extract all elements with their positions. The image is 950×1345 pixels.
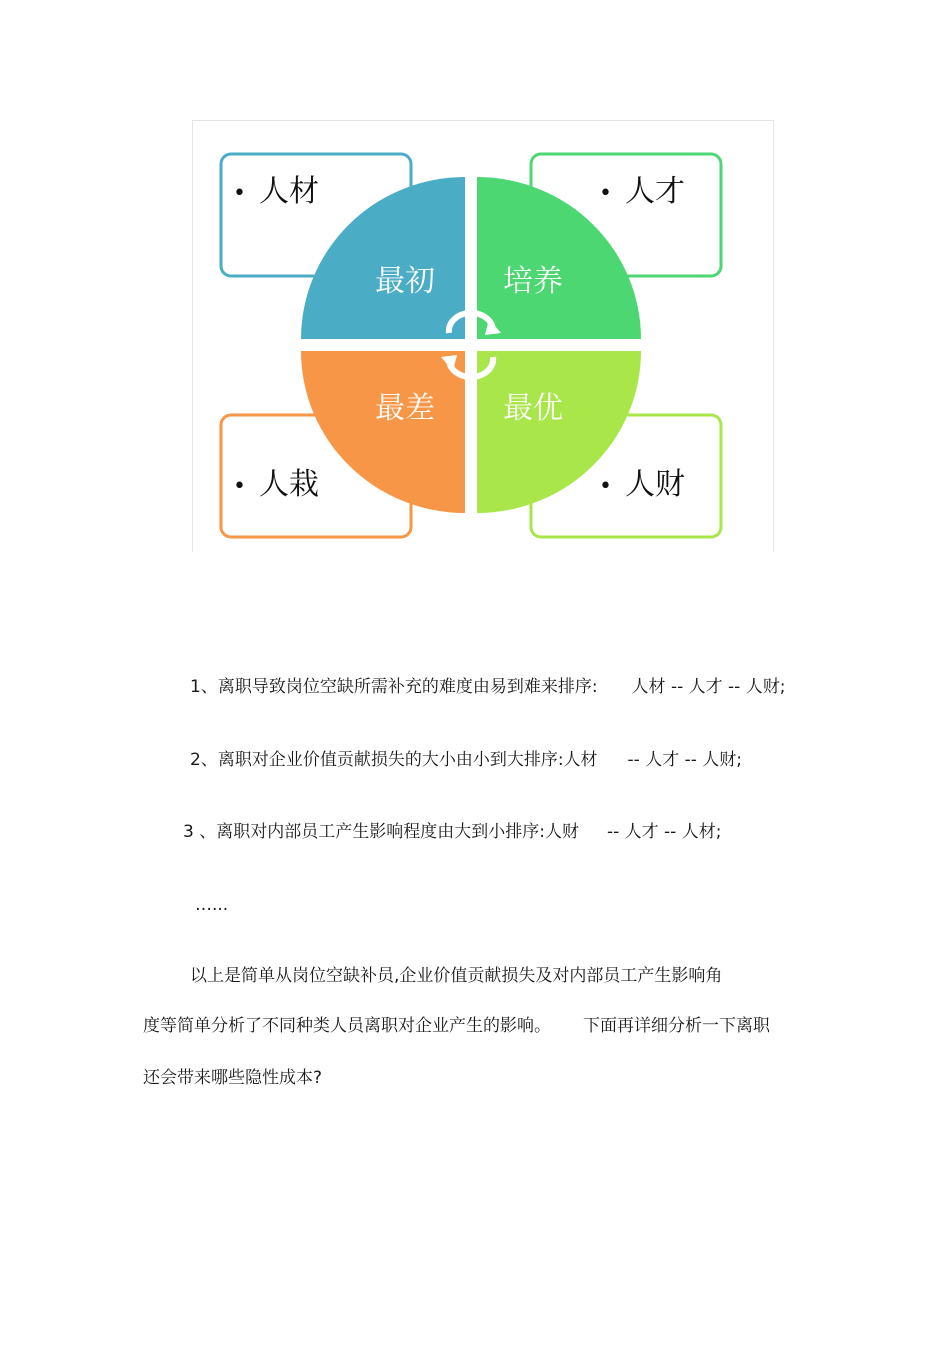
bullet-top-right: • [599, 181, 612, 206]
paragraph-line-2a: 度等简单分析了不同种类人员离职对企业产生的影响。 [143, 1016, 551, 1036]
list-item-3 [183, 821, 721, 843]
paragraph-line-1: 以上是简单从岗位空缺补员,企业价值贡献损失及对内部员工产生影响角 [190, 966, 723, 986]
talent-quadrant-diagram [192, 120, 774, 552]
list-item-3-prefix: 3 、离职对内部员工产生影响程度由大到小排序:人财 [183, 822, 579, 842]
bullet-bottom-right: • [599, 474, 612, 499]
paragraph-line-2b: 下面再详细分析一下离职 [583, 1016, 770, 1036]
bullet-bottom-left: • [233, 474, 246, 499]
box-label-bottom-right: 人财 [625, 467, 685, 502]
quadrant-label-top-right: 培养 [503, 264, 563, 299]
list-item-1-prefix: 1、离职导致岗位空缺所需补充的难度由易到难来排序: [190, 677, 598, 697]
box-label-top-left: 人材 [259, 174, 319, 209]
list-item-2 [190, 749, 742, 771]
paragraph-line-3: 还会带来哪些隐性成本? [143, 1068, 323, 1088]
box-label-bottom-left: 人栽 [259, 467, 319, 502]
list-item-2-prefix: 2、离职对企业价值贡献损失的大小由小到大排序:人材 [190, 750, 598, 770]
quadrant-label-bottom-left: 最差 [375, 391, 435, 426]
list-item-3-suffix: -- 人才 -- 人材; [606, 822, 722, 842]
list-item-2-suffix: -- 人才 -- 人财; [627, 750, 743, 770]
quadrant-label-bottom-right: 最优 [503, 391, 563, 426]
paragraph-line-2 [143, 1015, 770, 1037]
bullet-top-left: • [233, 181, 246, 206]
quadrant-svg [193, 121, 775, 553]
box-label-top-right: 人才 [625, 174, 685, 209]
ellipsis: …... [195, 895, 229, 915]
list-item-1-suffix: 人材 -- 人才 -- 人财; [631, 677, 786, 697]
quadrant-label-top-left: 最初 [375, 264, 435, 299]
list-item-1 [190, 676, 785, 698]
